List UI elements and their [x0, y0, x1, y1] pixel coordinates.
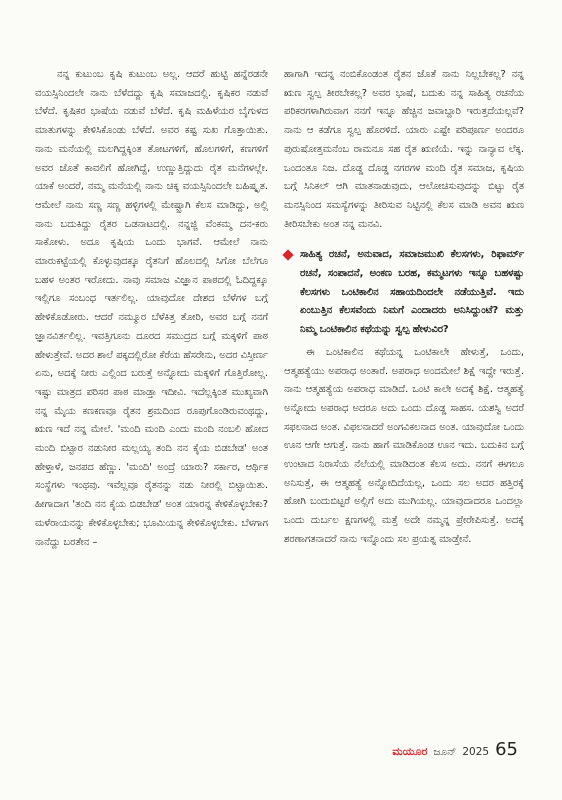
diamond-bullet-icon — [282, 250, 293, 261]
left-column — [35, 66, 268, 552]
page-number: 65 — [495, 739, 518, 760]
issue-month: ಜೂನ್ — [433, 746, 457, 758]
answer-paragraph: ಈ ಒಂಟಿಕಾಲಿನ ಕಥೆಯನ್ನ ಒಂಟಿಕಾಲೇ ಹೇಳುತ್ತೆ, ಒಂದು, ಆತ್ಮಹತ್ಯೆಯು ಅಪರಾಧ ಅಂತಾರೆ. ಅಪರಾಧ ಅಂದಮೇಲೆ ಶಿಕ್ಷೆ ಇದ್ದೇ ಇರುತ್ತೆ. ನಾನು ಆತ್ಮಹತ್ಯೆಯ ಅಪರಾಧ ಮಾಡಿದೆ. ಒಂಟಿ ಕಾಲೇ ಅದಕ್ಕೆ ಶಿಕ್ಷೆ. ಆತ್ಮಹತ್ಯೆ ಅನ್ನೋದು ಅಪರಾಧ ಅದರೂ ಅದು ಒಂದು ದೊಡ್ಡ ಸಾಹಸ. ಯಶಸ್ವಿ ಅದರೆ ಸಫಲನಾದ ಅಂತ. ವಿಫಲನಾದರೆ ಅಂಗವಿಕಲನಾದ ಅಂತ. ಯಾವುದೋ ಒಂದು ಊನ ಆಗೇ ಆಗುತ್ತೆ. ನಾನು ಹಾಗೆ ಮಾಡಿಕೊಂಡ ಊನ ಇದು. ಬದುಕಿನ ಬಗ್ಗೆ ಉಂಟಾದ ನಿರಾಸೆಯ ನೆಲೆಯಲ್ಲಿ ಮಾಡಿದಂತ ಕೆಲಸ ಅದು. ನನಗೆ ಈಗಲೂ ಅನಿಸುತ್ತೆ, ಈ ಆತ್ಮಹತ್ಯೆ ಅನ್ನೋದಿದೆಯಲ್ಲ, ಒಂದು ಸಲ ಅದರ ಹತ್ತಿರಕ್ಕೆ ಹೋಗಿ ಬಂದುಬಿಟ್ಟರೆ ಅಲ್ಲಿಗೆ ಅದು ಮುಗಿಯಲ್ಲ. ಯಾವುದಾದರೂ ಒಂದಲ್ಲಾ ಒಂದು ದುರ್ಬಲ ಕ್ಷಣಗಳಲ್ಲಿ ಮತ್ತೆ ಅದೇ ನಮ್ಮನ್ನ ಪ್ರೇರೇಪಿಸುತ್ತೆ. ಅದಕ್ಕೆ ಶರಣಾಗತನಾದರೆ ನಾನು ಇನ್ನೊಂದು ಸಲ ಪ್ರಯತ್ನ ಮಾಡ್ತೇನೆ. — [284, 346, 524, 545]
magazine-logo: ಮಯೂರ — [392, 745, 428, 758]
body-paragraph: ಹಾಗಾಗಿ ಇದನ್ನ ನಂಬಿಕೊಂಡಂತ ರೈತನ ಜೊತೆ ನಾನು ನಿಲ್ಲಬೇಕಲ್ಲ? ನನ್ನ ಋಣ ಸ್ವಲ್ಪ ತೀರಬೇಕಲ್ಲ? ಅವರ ಭಾಷೆ, ಬದುಕು ನನ್ನ ಸಾಹಿತ್ಯ ರಚನೆಯ ಪರಿಕರಗಳಾಗಿರುವಾಗ ನನಗೆ ಇನ್ನೂ ಹೆಚ್ಚಿನ ಜವಾಬ್ದಾರಿ ಇರುತ್ತದೆಯಲ್ಲವೆ? ನಾನು ಆ ಕಡೆಗೂ ಸ್ವಲ್ಪ ಹೊರಳಿದೆ. ಯಾರು ಎಷ್ಟೇ ಪರಿಪೂರ್ಣ ಅಂದರೂ ಪುರುಷೋತ್ತಮನೆಂಬ ರಾಮನೂ ಸಹ ರೈತ ಋಣಿಯೆ. ಇನ್ನು ನಾನ್ಯಾವ ಲೆಕ್ಕ. ಒಂದಂತೂ ನಿಜ. ದೊಡ್ಡ ದೊಡ್ಡ ನಗರಗಳ ಮಂದಿ ರೈತ ಸಮಾಜ, ಕೃಷಿಯ ಬಗ್ಗೆ ಸಿನಿಕಲ್ ಆಗಿ ಮಾತನಾಡುವುದು, ಆಲೋಚಿಸುವುದನ್ನು ಬಿಟ್ಟು ರೈತ ಮನಸ್ಸಿನಿಂದ ಸಮಸ್ಯೆಗಳನ್ನು ತೀರಿಸುವ ನಿಟ್ಟಿನಲ್ಲಿ ಕೆಲಸ ಮಾಡಿ ಅವನ ಋಣ ತೀರಿಸಬೇಕು ಅಂತ ನನ್ನ ಮನವಿ. — [284, 69, 524, 230]
question-text: ಸಾಹಿತ್ಯ ರಚನೆ, ಅನುವಾದ, ಸಮಾಜಮುಖಿ ಕೆಲಸಗಳು, ರಿಫಾರ್ಮ್ ರಚನೆ, ಸಂಪಾದನೆ, ಅಂಕಣ ಬರಹ, ಕಮ್ಮಟಗಳು ಇನ್ನೂ ಬಹಳಷ್ಟು ಕೆಲಸಗಳು ಒಂಟಿಕಾಲಿನ ಸಹಾಯದಿಂದಲೇ ನಡೆಯುತ್ತಿವೆ. ಇದು ಏಂಬುತ್ತಿನ ಕೆಲಸವೆಂದು ನಿಮಗೆ ಎಂದಾದರು ಅನಿಸಿದ್ದುಂಟೆ? ಮತ್ತು ನಿಮ್ಮ ಒಂಟಿಕಾಲಿನ ಕಥೆಯನ್ನು ಸ್ವಲ್ಪ ಹೇಳುವಿರ? — [300, 249, 524, 336]
body-paragraph: ನನ್ನ ಕುಟುಂಬ ಕೃಷಿ ಕುಟುಂಬ ಅಲ್ಲ. ಆದರೆ ಹುಟ್ಟಿ ಹನ್ನೆರಡನೇ ವಯಸ್ಸಿನಿಂದಲೇ ನಾನು ಬೆಳೆದದ್ದು ಕೃಷಿ ಸಮಾಜದಲ್ಲಿ. ಕೃಷಿಕರ ನಡುವೆ ಬೆಳೆದೆ. ಕೃಷಿಕರ ಭಾಷೆಯ ನಡುವೆ ಬೆಳೆದೆ. ಕೃಷಿ ಮಹಿಳೆಯರ ಬೈಗುಳದ ಮಾತುಗಳನ್ನು ಕೇಳಿಸಿಕೊಂಡು ಬೆಳೆದೆ. ಅವರ ಕಷ್ಟ ಸುಖ ಗೊತ್ತಾಯಿತು. ನಾನು ಮನೆಯಲ್ಲಿ ಮಲಗಿದ್ದಕ್ಕಿಂತ ತೋಟಗಳಿಗೆ, ಹೊಲಗಳಿಗೆ, ಕಣಗಳಿಗೆ ಅವರ ಜೊತೆ ಕಾವಲಿಗೆ ಹೋಗಿದ್ದೆ, ಉಣ್ಣುತ್ತಿದ್ದುದು ರೈತ ಮನೆಗಳಲ್ಲೇ. ಯಾಕೆ ಅಂದರೆ, ನಮ್ಮ ಮನೆಯಲ್ಲಿ ನಾನು ಚಿಕ್ಕ ವಯಸ್ಸಿನಿಂದಲೇ ಬಹಿಷ್ಕೃತ. ಆಮೇಲೆ ನಾನು ಸಣ್ಣ ಸಣ್ಣ ಹಳ್ಳಿಗಳಲ್ಲಿ ಮೇಷ್ಟ್ರಾಗಿ ಕೆಲಸ ಮಾಡಿದ್ದು, ಅಲ್ಲಿ ನಾನು ಬದುಕಿದ್ದು ರೈತರ ಒಡನಾಟದಲ್ಲಿ. ನನ್ನಜ್ಜಿ ವೆಂಕಮ್ಮ ದನ-ಕರು ಸಾಕೋಳು. ಅದೂ ಕೃಷಿಯ ಒಂದು ಭಾಗವೆ. ಆಮೇಲೆ ನಾನು ಮಾರುಕಟ್ಟೆಯಲ್ಲಿ ಕೊಳ್ಳುವುದಕ್ಕೂ ರೈತನಿಗೆ ಹೊಲದಲ್ಲಿ ಸಿಗೋ ಬೆಲೆಗೂ ಬಹಳ ಅಂತರ ಇರೋದು. ನಾವು ಸಮಾಜ ವಿಜ್ಞಾನ ಪಾಠದಲ್ಲಿ ಓದಿದ್ದಕ್ಕೂ ಇಲ್ಲಿಗೂ ಸಂಬಂಧ ಇರ್ತಲಿಲ್ಲ. ಯಾವುದೋ ದೇಶದ ಬೆಳೆಗಳ ಬಗ್ಗೆ ಹೇಳಿಕೊಡೋರು. ಆದರೆ ನಮ್ಮೂರ ಬೆಳೆಕಿತ್ತ ತೋರಿ, ಅವರ ಬಗ್ಗೆ ನನಗೆ ಜ್ಞಾನವಿರ್ತಲಿಲ್ಲ. ಇವತ್ತಿಗೂನು ದೂರದ ಸಮುದ್ರದ ಬಗ್ಗೆ ಮಕ್ಕಳಿಗೆ ಪಾಠ ಹೇಳುತ್ತೇವೆ. ಅದರ ಶಾಲೆ ಪಕ್ಕದಲ್ಲಿರೋ ಕೆರೆಯ ಹೆಸರೇನು, ಅದರ ವಿಸ್ತೀರ್ಣ ಏನು, ಅದಕ್ಕೆ ನೀರು ಎಲ್ಲಿಂದ ಬರುತ್ತೆ ಅನ್ನೋದು ಮಕ್ಕಳಿಗೆ ಗೊತ್ತಿರೋಲ್ಲ. ಇಷ್ಟು ಮಾತ್ರದ ಪರಿಸರ ಪಾಠ ಮಾಡ್ತಾ ಇದೀವಿ. ಇದೆಲ್ಲಕ್ಕಿಂತ ಮುಖ್ಯವಾಗಿ ನನ್ನ ಮೈಯ ಕಣಕಣವೂ ರೈತನ ಶ್ರಮದಿಂದ ರೂಪುಗೊಂಡಿರುವಂಥದ್ದು, ಋಣ ಇದೆ ನನ್ನ ಮೇಲೆ. 'ಮಂದಿ ಮಂದಿ ಎಂದು ಮಂದಿ ನಂಬಲಿ ಹೋದ ಮಂದಿ ಬಿಟ್ಟಾರ ನಡುನೀರ ಮಲ್ಲಯ್ಯ ತಂದಿ ನನ ಕೈಯ ಬಿಡಬೇಡ' ಅಂತ ಹೇಳ್ತಾಳೆ, ಜನಪದ ಹೆಣ್ಣು. 'ಮಂದಿ' ಅಂದ್ರೆ ಯಾರು? ಸರ್ಕಾರ, ಆರ್ಥಿಕ ಸಂಸ್ಥೆಗಳು ಇಂಥವು. ಇವೆಲ್ಲವೂ ರೈತನನ್ನು ನಡು ನೀರಲ್ಲಿ ಬಿಟ್ಟಾಯಿತು. ಹೀಗಾದಾಗ 'ತಂದಿ ನನ ಕೈಯ ಬಿಡಬೇಡ' ಅಂತ ಯಾರನ್ನ ಕೇಳಿಕೊಳ್ಳಬೇಕು? ಮಳೆರಾಯನನ್ನು ಕೇಳಿಕೊಳ್ಳಬೇಕು; ಭೂಮಿಯನ್ನ ಕೇಳಿಕೊಳ್ಳಬೇಕು. ಬೆಳಗಾಗ ನಾನೆದ್ದು ಬರತೇನ – — [35, 69, 268, 548]
interview-question — [284, 246, 524, 340]
page-footer — [392, 739, 518, 760]
right-column — [284, 66, 524, 550]
issue-year: 2025 — [462, 746, 490, 758]
